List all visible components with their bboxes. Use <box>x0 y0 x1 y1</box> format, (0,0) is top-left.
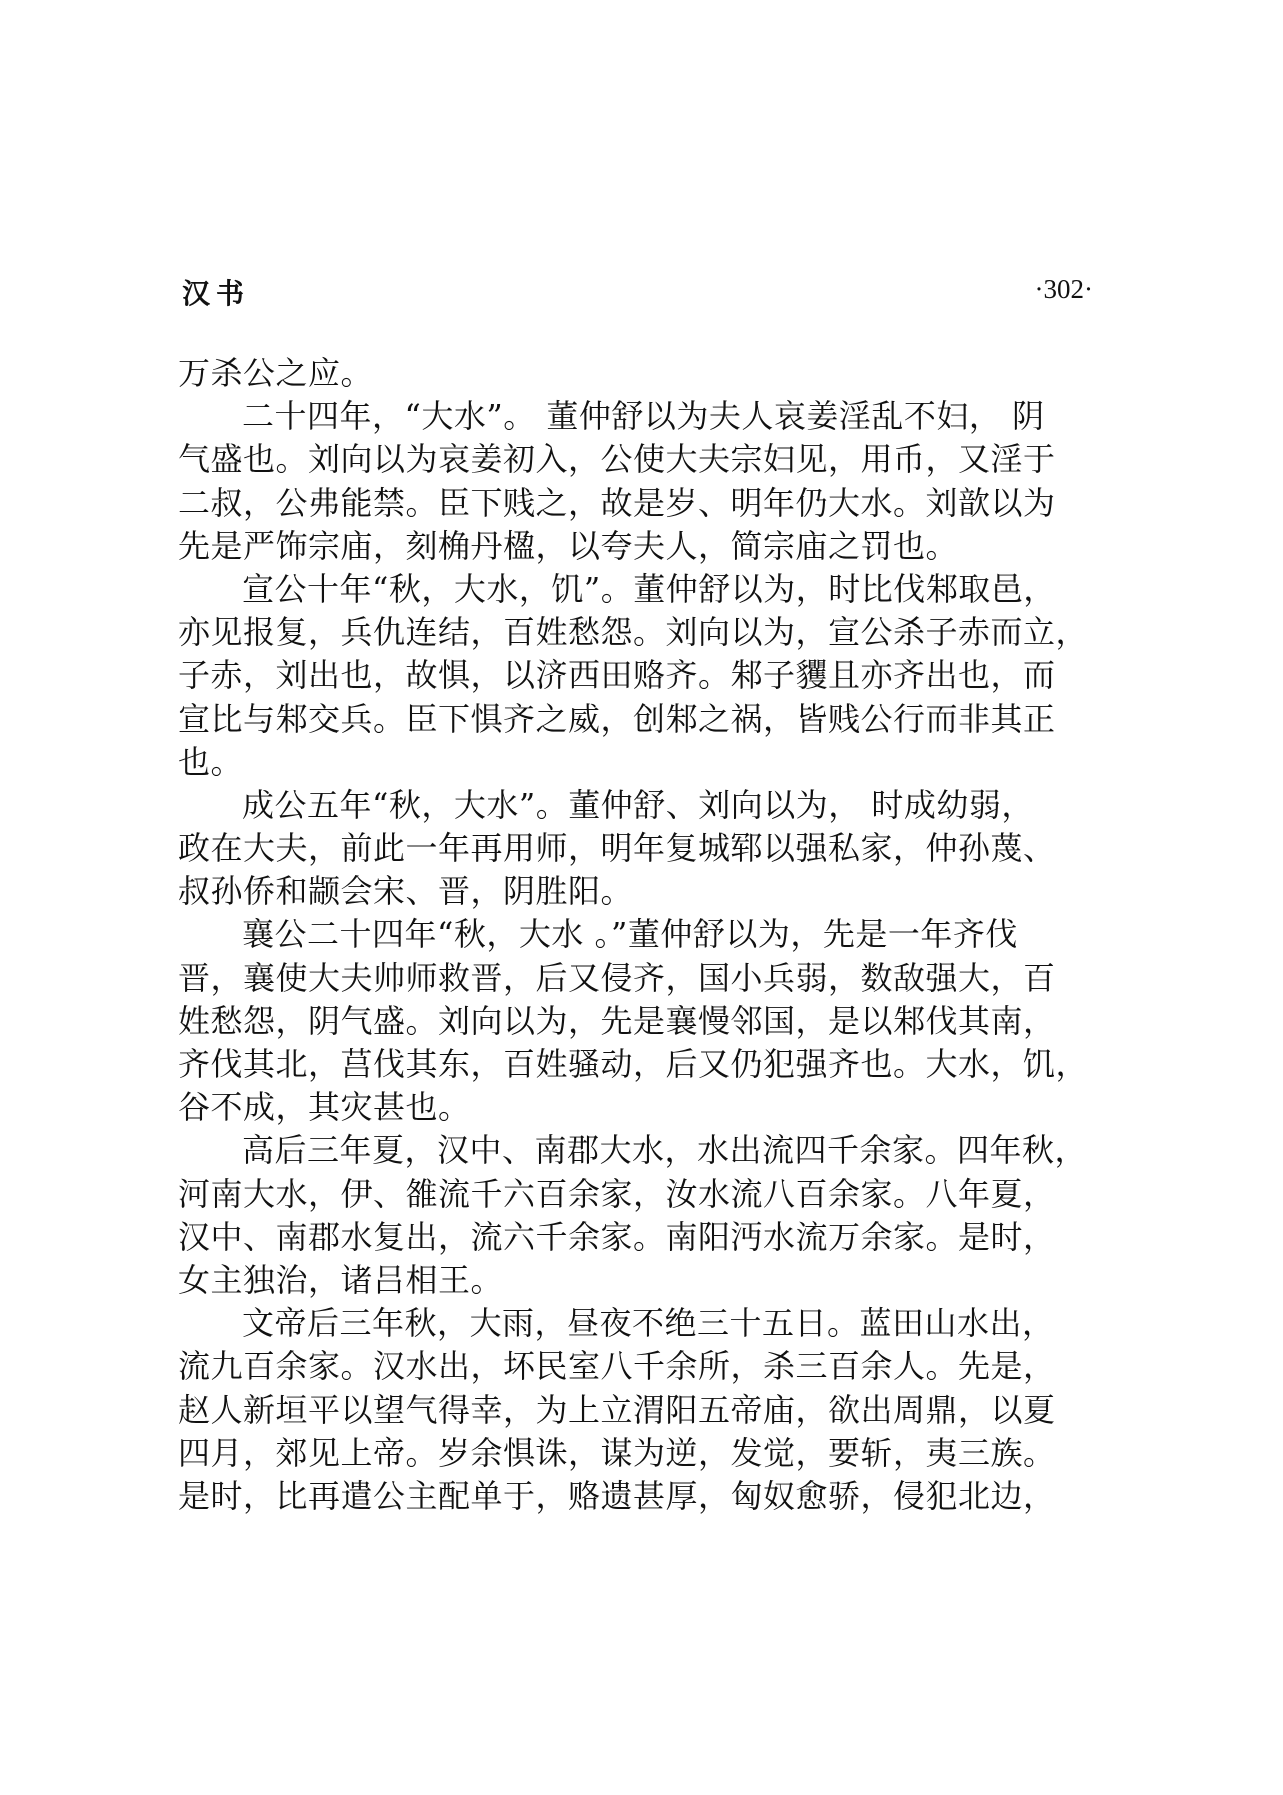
page-number: ·302· <box>1034 274 1093 304</box>
text-line: 先是严饰宗庙，刻桷丹楹，以夸夫人，简宗庙之罚也。 <box>178 526 959 565</box>
text-line: 赵人新垣平以望气得幸，为上立渭阳五帝庙，欲出周鼎，以夏 <box>178 1390 1056 1429</box>
text-line: 亦见报复，兵仇连结，百姓愁怨。刘向以为，宣公杀子赤而立， <box>178 613 1089 652</box>
text-line: 宣公十年“秋，大水，饥”。董仲舒以为，时比伐邾取邑， <box>242 569 1056 608</box>
text-line: 姓愁怨，阴气盛。刘向以为，先是襄慢邻国，是以邾伐其南， <box>178 1001 1056 1040</box>
text-line: 成公五年“秋，大水”。董仲舒、刘向以为， 时成幼弱， <box>242 785 1034 824</box>
text-line: 四月，郊见上帝。岁余惧诛，谋为逆，发觉，要斩，夷三族。 <box>178 1433 1056 1472</box>
text-line: 汉中、南郡水复出，流六千余家。南阳沔水流万余家。是时， <box>178 1217 1056 1256</box>
text-line: 二十四年，“大水”。 董仲舒以为夫人哀姜淫乱不妇， 阴 <box>242 397 1045 436</box>
text-line: 文帝后三年秋，大雨，昼夜不绝三十五日。蓝田山水出， <box>242 1304 1055 1343</box>
text-line: 河南大水，伊、雒流千六百余家，汝水流八百余家。八年夏， <box>178 1174 1056 1213</box>
body-text <box>178 352 1096 1518</box>
text-line: 子赤，刘出也，故惧，以济西田赂齐。邾子貜且亦齐出也，而 <box>178 656 1056 695</box>
text-line: 是时，比再遣公主配单于，赂遗甚厚，匈奴愈骄，侵犯北边， <box>178 1476 1056 1515</box>
text-line: 万杀公之应。 <box>178 354 374 392</box>
text-line: 晋，襄使大夫帅师救晋，后又侵齐，国小兵弱，数敌强大，百 <box>178 958 1056 997</box>
page-header <box>182 272 1093 312</box>
text-line: 女主独治，诸吕相王。 <box>178 1260 504 1299</box>
text-line: 政在大夫，前此一年再用师，明年复城郓以强私家，仲孙蔑、 <box>178 829 1056 868</box>
text-line: 二叔，公弗能禁。臣下贱之，故是岁、明年仍大水。刘歆以为 <box>178 483 1056 522</box>
text-line: 高后三年夏，汉中、南郡大水，水出流四千余家。四年秋， <box>242 1131 1088 1170</box>
text-line: 也。 <box>178 742 244 781</box>
text-line: 气盛也。刘向以为哀姜初入，公使大夫宗妇见，用币，又淫于 <box>178 440 1056 479</box>
text-line: 襄公二十四年“秋，大水 。”董仲舒以为，先是一年齐伐 <box>242 915 1018 954</box>
text-line: 流九百余家。汉水出，坏民室八千余所，杀三百余人。先是， <box>178 1347 1056 1386</box>
text-line: 齐伐其北，莒伐其东，百姓骚动，后又仍犯强齐也。大水，饥， <box>178 1045 1089 1083</box>
text-line: 谷不成，其灾甚也。 <box>178 1088 471 1127</box>
text-line: 宣比与邾交兵。臣下惧齐之威，创邾之祸，皆贱公行而非其正 <box>178 699 1056 738</box>
text-line: 叔孙侨和颛会宋、晋，阴胜阳。 <box>178 872 634 911</box>
book-title: 汉书 <box>182 277 251 310</box>
